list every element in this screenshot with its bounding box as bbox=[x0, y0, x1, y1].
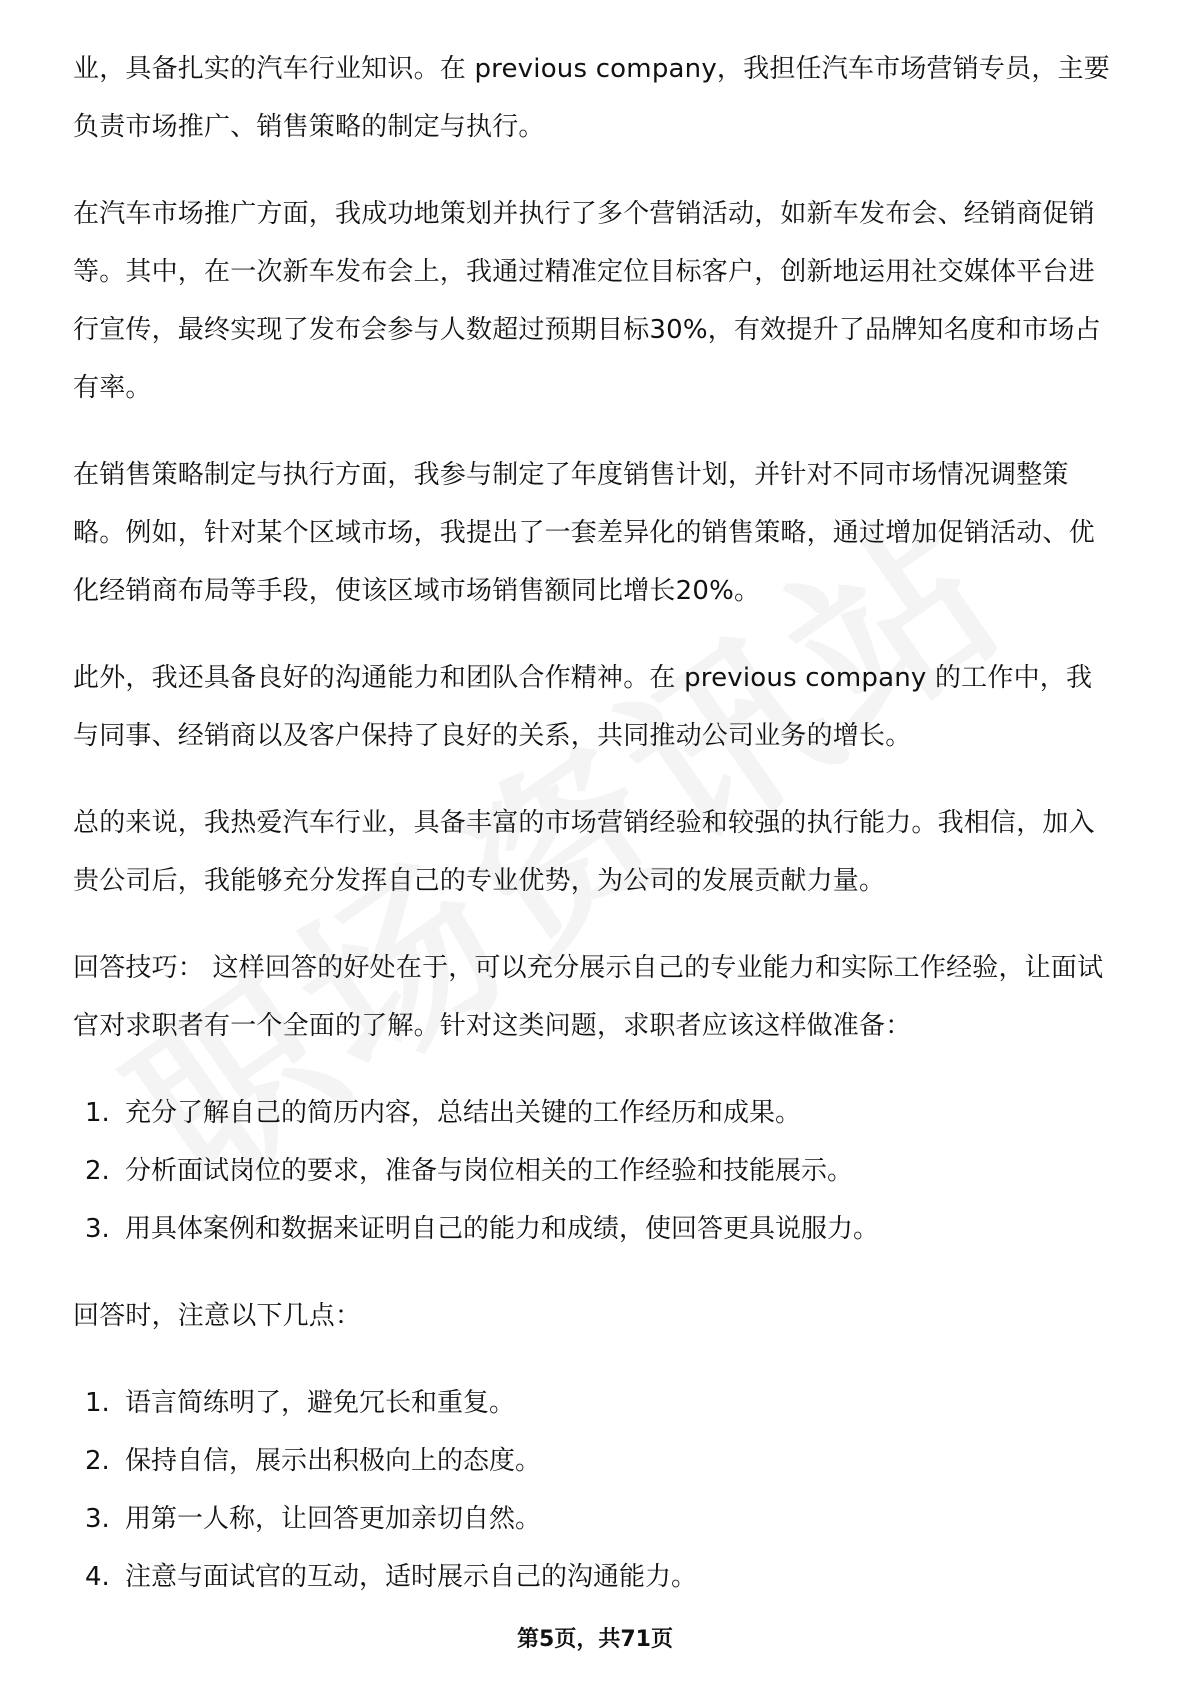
preparation-list bbox=[73, 1084, 1118, 1258]
list-item-text: 语言简练明了，避免冗长和重复。 bbox=[125, 1388, 516, 1418]
page-number-footer: 第5页，共71页 bbox=[517, 1627, 673, 1652]
list-item-number: 4. bbox=[85, 1562, 110, 1592]
paragraph-summary: 总的来说，我热爱汽车行业，具备丰富的市场营销经验和较强的执行能力。我相信，加入贵公司后，我能够充分发挥自己的专业优势，为公司的发展贡献力量。 bbox=[73, 808, 1095, 896]
list-item-number: 2. bbox=[85, 1446, 110, 1476]
list-item bbox=[73, 1374, 1118, 1432]
list-item-number: 3. bbox=[85, 1504, 110, 1534]
list-item-text: 保持自信，展示出积极向上的态度。 bbox=[125, 1446, 542, 1476]
list-item bbox=[73, 1548, 1118, 1606]
paragraph-intro-continued: 业，具备扎实的汽车行业知识。在 previous company，我担任汽车市场营销专员，主要负责市场推广、销售策略的制定与执行。 bbox=[73, 54, 1110, 142]
paragraph-sales-strategy: 在销售策略制定与执行方面，我参与制定了年度销售计划，并针对不同市场情况调整策略。例如，针对某个区域市场，我提出了一套差异化的销售策略，通过增加促销活动、优化经销商布局等手段，使该区域市场销售额同比增长20%。 bbox=[73, 460, 1095, 606]
list-item-number: 3. bbox=[85, 1214, 110, 1244]
list-item-number: 1. bbox=[85, 1098, 110, 1128]
list-item-number: 1. bbox=[85, 1388, 110, 1418]
list-item-text: 用具体案例和数据来证明自己的能力和成绩，使回答更具说服力。 bbox=[125, 1214, 880, 1244]
list-item-text: 分析面试岗位的要求，准备与岗位相关的工作经验和技能展示。 bbox=[125, 1156, 854, 1186]
list-item-text: 用第一人称，让回答更加亲切自然。 bbox=[125, 1504, 542, 1534]
list-item bbox=[73, 1084, 1118, 1142]
paragraph-market-promotion: 在汽车市场推广方面，我成功地策划并执行了多个营销活动，如新车发布会、经销商促销等。其中，在一次新车发布会上，我通过精准定位目标客户，创新地运用社交媒体平台进行宣传，最终实现了发布会参与人数超过预期目标30%，有效提升了品牌知名度和市场占有率。 bbox=[73, 199, 1101, 403]
notes-heading: 回答时，注意以下几点： bbox=[73, 1301, 362, 1331]
list-item bbox=[73, 1142, 1118, 1200]
list-item bbox=[73, 1490, 1118, 1548]
document-body bbox=[73, 40, 1118, 1635]
list-item-number: 2. bbox=[85, 1156, 110, 1186]
notes-list bbox=[73, 1374, 1118, 1606]
list-item bbox=[73, 1200, 1118, 1258]
paragraph-answer-tips: 回答技巧： 这样回答的好处在于，可以充分展示自己的专业能力和实际工作经验，让面试官对求职者有一个全面的了解。针对这类问题，求职者应该这样做准备： bbox=[73, 953, 1104, 1041]
list-item bbox=[73, 1432, 1118, 1490]
list-item-text: 充分了解自己的简历内容，总结出关键的工作经历和成果。 bbox=[125, 1098, 802, 1128]
paragraph-teamwork: 此外，我还具备良好的沟通能力和团队合作精神。在 previous company 的工作中，我与同事、经销商以及客户保持了良好的关系，共同推动公司业务的增长。 bbox=[73, 663, 1093, 751]
list-item-text: 注意与面试官的互动，适时展示自己的沟通能力。 bbox=[125, 1562, 698, 1592]
